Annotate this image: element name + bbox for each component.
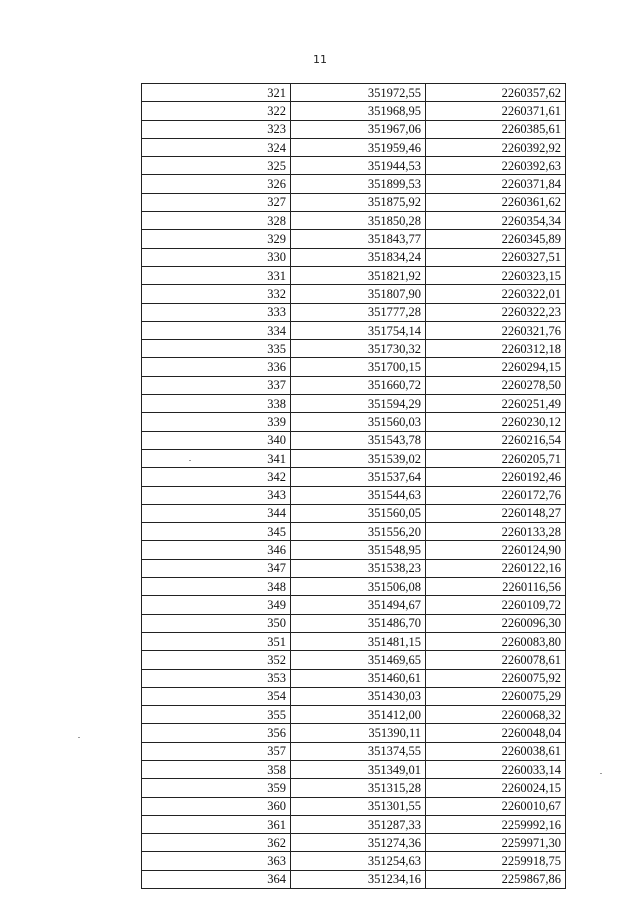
table-row xyxy=(142,760,566,778)
point-number-cell: 341 xyxy=(142,449,291,467)
y-coordinate-cell: 2260371,84 xyxy=(426,175,566,193)
y-coordinate-cell: 2259918,75 xyxy=(426,852,566,870)
x-coordinate-cell: 351481,15 xyxy=(291,632,426,650)
table-row xyxy=(142,504,566,522)
y-coordinate-cell: 2260321,76 xyxy=(426,321,566,339)
table-row xyxy=(142,358,566,376)
table-row xyxy=(142,632,566,650)
x-coordinate-cell: 351460,61 xyxy=(291,669,426,687)
y-coordinate-cell: 2259867,86 xyxy=(426,870,566,888)
x-coordinate-cell: 351777,28 xyxy=(291,303,426,321)
x-coordinate-cell: 351560,03 xyxy=(291,413,426,431)
table-row xyxy=(142,870,566,888)
table-row xyxy=(142,724,566,742)
table-row xyxy=(142,523,566,541)
y-coordinate-cell: 2260371,61 xyxy=(426,102,566,120)
point-number-cell: 339 xyxy=(142,413,291,431)
table-row xyxy=(142,541,566,559)
x-coordinate-cell: 351700,15 xyxy=(291,358,426,376)
x-coordinate-cell: 351544,63 xyxy=(291,486,426,504)
table-row xyxy=(142,84,566,102)
y-coordinate-cell: 2260172,76 xyxy=(426,486,566,504)
x-coordinate-cell: 351968,95 xyxy=(291,102,426,120)
table-row xyxy=(142,303,566,321)
x-coordinate-cell: 351494,67 xyxy=(291,596,426,614)
y-coordinate-cell: 2260392,63 xyxy=(426,157,566,175)
scan-speck xyxy=(189,460,191,461)
y-coordinate-cell: 2259971,30 xyxy=(426,834,566,852)
table-row xyxy=(142,157,566,175)
point-number-cell: 329 xyxy=(142,230,291,248)
table-row xyxy=(142,779,566,797)
table-row xyxy=(142,175,566,193)
table-row xyxy=(142,413,566,431)
table-row xyxy=(142,596,566,614)
x-coordinate-cell: 351412,00 xyxy=(291,706,426,724)
table-row xyxy=(142,815,566,833)
table-row xyxy=(142,376,566,394)
table-row xyxy=(142,797,566,815)
point-number-cell: 325 xyxy=(142,157,291,175)
point-number-cell: 332 xyxy=(142,285,291,303)
y-coordinate-cell: 2260357,62 xyxy=(426,84,566,102)
point-number-cell: 351 xyxy=(142,632,291,650)
x-coordinate-cell: 351538,23 xyxy=(291,559,426,577)
page-number: 11 xyxy=(313,53,327,66)
x-coordinate-cell: 351821,92 xyxy=(291,266,426,284)
y-coordinate-cell: 2260024,15 xyxy=(426,779,566,797)
point-number-cell: 358 xyxy=(142,760,291,778)
y-coordinate-cell: 2260294,15 xyxy=(426,358,566,376)
point-number-cell: 343 xyxy=(142,486,291,504)
table-row xyxy=(142,468,566,486)
y-coordinate-cell: 2260116,56 xyxy=(426,578,566,596)
table-row xyxy=(142,669,566,687)
y-coordinate-cell: 2260323,15 xyxy=(426,266,566,284)
table-row xyxy=(142,578,566,596)
x-coordinate-cell: 351374,55 xyxy=(291,742,426,760)
point-number-cell: 344 xyxy=(142,504,291,522)
point-number-cell: 354 xyxy=(142,687,291,705)
point-number-cell: 357 xyxy=(142,742,291,760)
point-number-cell: 337 xyxy=(142,376,291,394)
point-number-cell: 330 xyxy=(142,248,291,266)
table-row xyxy=(142,834,566,852)
table-row xyxy=(142,706,566,724)
y-coordinate-cell: 2260038,61 xyxy=(426,742,566,760)
table-row xyxy=(142,431,566,449)
y-coordinate-cell: 2260251,49 xyxy=(426,395,566,413)
y-coordinate-cell: 2260216,54 xyxy=(426,431,566,449)
point-number-cell: 334 xyxy=(142,321,291,339)
point-number-cell: 349 xyxy=(142,596,291,614)
x-coordinate-cell: 351390,11 xyxy=(291,724,426,742)
x-coordinate-cell: 351506,08 xyxy=(291,578,426,596)
point-number-cell: 348 xyxy=(142,578,291,596)
x-coordinate-cell: 351972,55 xyxy=(291,84,426,102)
x-coordinate-cell: 351234,16 xyxy=(291,870,426,888)
table-row xyxy=(142,395,566,413)
x-coordinate-cell: 351274,36 xyxy=(291,834,426,852)
y-coordinate-cell: 2260392,92 xyxy=(426,138,566,156)
y-coordinate-cell: 2259992,16 xyxy=(426,815,566,833)
y-coordinate-cell: 2260278,50 xyxy=(426,376,566,394)
table-row xyxy=(142,449,566,467)
x-coordinate-cell: 351594,29 xyxy=(291,395,426,413)
y-coordinate-cell: 2260068,32 xyxy=(426,706,566,724)
y-coordinate-cell: 2260361,62 xyxy=(426,193,566,211)
point-number-cell: 335 xyxy=(142,340,291,358)
y-coordinate-cell: 2260230,12 xyxy=(426,413,566,431)
x-coordinate-cell: 351301,55 xyxy=(291,797,426,815)
point-number-cell: 359 xyxy=(142,779,291,797)
x-coordinate-cell: 351254,63 xyxy=(291,852,426,870)
scan-speck xyxy=(78,737,80,738)
table-row xyxy=(142,687,566,705)
table-row xyxy=(142,614,566,632)
y-coordinate-cell: 2260322,01 xyxy=(426,285,566,303)
x-coordinate-cell: 351539,02 xyxy=(291,449,426,467)
y-coordinate-cell: 2260345,89 xyxy=(426,230,566,248)
scan-speck xyxy=(600,773,602,774)
point-number-cell: 322 xyxy=(142,102,291,120)
x-coordinate-cell: 351875,92 xyxy=(291,193,426,211)
point-number-cell: 355 xyxy=(142,706,291,724)
point-number-cell: 361 xyxy=(142,815,291,833)
x-coordinate-cell: 351287,33 xyxy=(291,815,426,833)
y-coordinate-cell: 2260083,80 xyxy=(426,632,566,650)
x-coordinate-cell: 351469,65 xyxy=(291,651,426,669)
table-row xyxy=(142,321,566,339)
x-coordinate-cell: 351834,24 xyxy=(291,248,426,266)
point-number-cell: 346 xyxy=(142,541,291,559)
y-coordinate-cell: 2260327,51 xyxy=(426,248,566,266)
table-row xyxy=(142,340,566,358)
x-coordinate-cell: 351548,95 xyxy=(291,541,426,559)
y-coordinate-cell: 2260385,61 xyxy=(426,120,566,138)
coordinates-table-body xyxy=(142,84,566,889)
point-number-cell: 340 xyxy=(142,431,291,449)
x-coordinate-cell: 351944,53 xyxy=(291,157,426,175)
point-number-cell: 350 xyxy=(142,614,291,632)
x-coordinate-cell: 351660,72 xyxy=(291,376,426,394)
x-coordinate-cell: 351843,77 xyxy=(291,230,426,248)
table-row xyxy=(142,559,566,577)
point-number-cell: 336 xyxy=(142,358,291,376)
table-row xyxy=(142,212,566,230)
x-coordinate-cell: 351315,28 xyxy=(291,779,426,797)
point-number-cell: 342 xyxy=(142,468,291,486)
y-coordinate-cell: 2260322,23 xyxy=(426,303,566,321)
point-number-cell: 331 xyxy=(142,266,291,284)
y-coordinate-cell: 2260075,92 xyxy=(426,669,566,687)
x-coordinate-cell: 351430,03 xyxy=(291,687,426,705)
table-row xyxy=(142,266,566,284)
table-row xyxy=(142,120,566,138)
x-coordinate-cell: 351850,28 xyxy=(291,212,426,230)
y-coordinate-cell: 2260096,30 xyxy=(426,614,566,632)
point-number-cell: 362 xyxy=(142,834,291,852)
x-coordinate-cell: 351754,14 xyxy=(291,321,426,339)
table-row xyxy=(142,248,566,266)
coordinates-table xyxy=(141,83,566,889)
x-coordinate-cell: 351556,20 xyxy=(291,523,426,541)
y-coordinate-cell: 2260075,29 xyxy=(426,687,566,705)
y-coordinate-cell: 2260354,34 xyxy=(426,212,566,230)
x-coordinate-cell: 351807,90 xyxy=(291,285,426,303)
table-row xyxy=(142,193,566,211)
table-row xyxy=(142,742,566,760)
table-row xyxy=(142,852,566,870)
point-number-cell: 353 xyxy=(142,669,291,687)
point-number-cell: 352 xyxy=(142,651,291,669)
y-coordinate-cell: 2260033,14 xyxy=(426,760,566,778)
point-number-cell: 326 xyxy=(142,175,291,193)
point-number-cell: 327 xyxy=(142,193,291,211)
x-coordinate-cell: 351349,01 xyxy=(291,760,426,778)
point-number-cell: 356 xyxy=(142,724,291,742)
y-coordinate-cell: 2260048,04 xyxy=(426,724,566,742)
point-number-cell: 321 xyxy=(142,84,291,102)
x-coordinate-cell: 351560,05 xyxy=(291,504,426,522)
y-coordinate-cell: 2260010,67 xyxy=(426,797,566,815)
y-coordinate-cell: 2260078,61 xyxy=(426,651,566,669)
table-row xyxy=(142,102,566,120)
point-number-cell: 360 xyxy=(142,797,291,815)
point-number-cell: 363 xyxy=(142,852,291,870)
y-coordinate-cell: 2260109,72 xyxy=(426,596,566,614)
table-row xyxy=(142,285,566,303)
point-number-cell: 338 xyxy=(142,395,291,413)
table-row xyxy=(142,230,566,248)
table-row xyxy=(142,138,566,156)
point-number-cell: 333 xyxy=(142,303,291,321)
table-row xyxy=(142,651,566,669)
x-coordinate-cell: 351967,06 xyxy=(291,120,426,138)
y-coordinate-cell: 2260205,71 xyxy=(426,449,566,467)
table-row xyxy=(142,486,566,504)
point-number-cell: 324 xyxy=(142,138,291,156)
x-coordinate-cell: 351730,32 xyxy=(291,340,426,358)
x-coordinate-cell: 351543,78 xyxy=(291,431,426,449)
y-coordinate-cell: 2260122,16 xyxy=(426,559,566,577)
x-coordinate-cell: 351537,64 xyxy=(291,468,426,486)
point-number-cell: 364 xyxy=(142,870,291,888)
y-coordinate-cell: 2260312,18 xyxy=(426,340,566,358)
y-coordinate-cell: 2260148,27 xyxy=(426,504,566,522)
point-number-cell: 347 xyxy=(142,559,291,577)
x-coordinate-cell: 351899,53 xyxy=(291,175,426,193)
y-coordinate-cell: 2260133,28 xyxy=(426,523,566,541)
point-number-cell: 345 xyxy=(142,523,291,541)
x-coordinate-cell: 351486,70 xyxy=(291,614,426,632)
point-number-cell: 328 xyxy=(142,212,291,230)
point-number-cell: 323 xyxy=(142,120,291,138)
x-coordinate-cell: 351959,46 xyxy=(291,138,426,156)
y-coordinate-cell: 2260192,46 xyxy=(426,468,566,486)
y-coordinate-cell: 2260124,90 xyxy=(426,541,566,559)
